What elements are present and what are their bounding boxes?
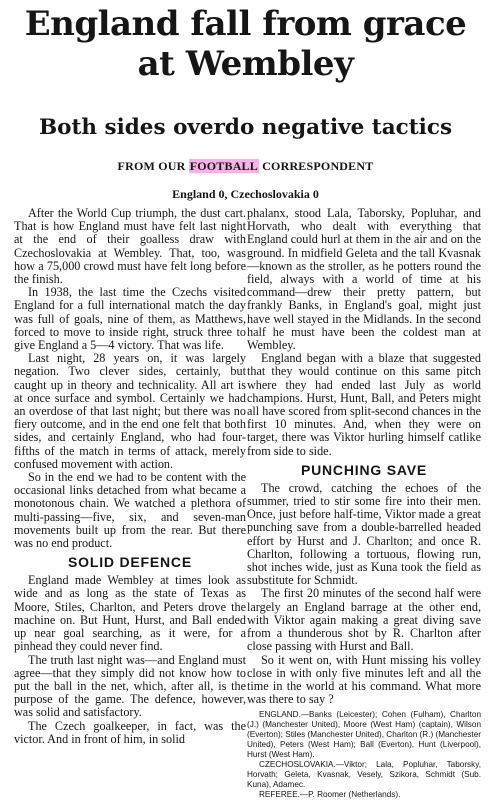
paragraph: The crowd, catching the echoes of the summer, tried to stir some fire into their men. Once, just before half-time, Viktor made a great punching save from a double-barrelled headed effort by Hurst and J. Charlton; and once R. Charlton, following a tortuous, flowing run, shot inches wide, just as Kuna took the field as substitute for Schmidt. bbox=[247, 480, 481, 588]
team-england: ENGLAND.—Banks (Leicester); Cohen (Fulham), Charlton (J.) (Manchester United), Moore (West Ham) (captain), Wilson (Everton); Stiles (Manchester United), Charlton (R.) (Manchester United), Peters (West Ham); Ball (Everton), Hunt (Liverpool), Hurst (West Ham). bbox=[247, 710, 481, 760]
right-column bbox=[247, 207, 481, 800]
team-lineups bbox=[247, 710, 481, 800]
paragraph: The first 20 minutes of the second half were largely an England barrage at the other end, with Viktor again making a great diving save from a thunderous shot by R. Charlton after close passing with Hurst and Ball. bbox=[247, 586, 481, 654]
byline bbox=[0, 158, 491, 174]
paragraph: England began with a blaze that suggested that they would continue on this same pitch where they had ended last July as world champions. Hurst, Hunt, Ball, and Peters might all have scored from split-second chances in the first 10 minutes. And, when they were on target, there was Viktor hurling himself catlike from side to side. bbox=[247, 351, 481, 458]
headline-line-1: England fall from grace bbox=[24, 4, 467, 44]
headline-line-2: at Wembley bbox=[137, 44, 354, 84]
paragraph: So it went on, with Hunt missing his volley close in with only five minutes left and all the time in the world at his command. What more was there to say ? bbox=[247, 652, 481, 707]
paragraph: England made Wembley at times look as wide and as long as the state of Texas as Moore, Stiles, Charlton, and Peters drove the machine on. But Hunt, Hurst, and Ball ended up near goal searching, as it were, for a pinhead they could never find. bbox=[14, 573, 246, 654]
paragraph: phalanx, stood Lala, Taborsky, Popluhar, and Horvath, who dealt with everything that England could hurl at them in the air and on the ground. In midfield Geleta and the tall Kvasnak—known as the stroller, as he potters round the field, always with a world of time at his command—drew their pretty pattern, but frankly Banks, in England's goal, might just have well stayed in the Midlands. In the second half he must have been the coldest man at Wembley. bbox=[247, 206, 481, 353]
paragraph: In 1938, the last time the Czechs visited England for a full international match the day was full of goals, nine of them, as Matthews, forced to move to inside right, struck three to give England a 5—4 victory. That was life. bbox=[14, 285, 246, 353]
paragraph: The Czech goalkeeper, in fact, was the victor. And in front of him, in solid bbox=[14, 718, 246, 746]
crosshead-solid-defence: SOLID DEFENCE bbox=[68, 554, 192, 571]
referee: REFEREE.—P. Roomer (Netherlands). bbox=[259, 790, 401, 800]
match-score: England 0, Czechoslovakia 0 bbox=[172, 187, 319, 201]
paragraph: Last night, 28 years on, it was largely negation. Two clever sides, certainly, but caught up in theory and technicality. All art is at once surface and symbol. Certainly we had an overdose of that last night; but there was no fiery outcome, and in the end one felt that both sides, and certainly England, who had four-fifths of the match in terms of attack, merely confused movement with action. bbox=[14, 351, 246, 471]
byline-prefix: FROM OUR bbox=[117, 159, 186, 173]
paragraph: After the World Cup triumph, the dust cart. That is how England must have felt last night at the end of their goalless draw with Czechoslovakia at Wembley. That, too, was how a 75,000 crowd must have felt long before the finish. bbox=[14, 206, 246, 287]
crosshead-punching-save: PUNCHING SAVE bbox=[300, 461, 428, 478]
team-czechoslovakia: CZECHOSLOVAKIA.—Viktor; Lala, Popluhar, Taborsky, Horvath; Geleta, Kvasnak, Vesely, Szikora, Schmidt (Sub. Kuna), Adamec. bbox=[247, 760, 481, 790]
byline-suffix: CORRESPONDENT bbox=[262, 159, 374, 173]
headline bbox=[0, 4, 491, 84]
left-column bbox=[14, 207, 246, 746]
paragraph: So in the end we had to be content with the occasional links detached from what became a monotonous chain. We watched a plethora of multi-passing—five, six, and seven-man movements built up from the rear. But there was no end product. bbox=[14, 470, 246, 551]
paragraph: The truth last night was—and England must agree—that they simply did not know how to put the ball in the net, which, after all, is the purpose of the game. The defence, however, was solid and satisfactory. bbox=[14, 652, 246, 720]
byline-highlight: FOOTBALL bbox=[189, 159, 258, 173]
subheadline: Both sides overdo negative tactics bbox=[38, 115, 453, 140]
